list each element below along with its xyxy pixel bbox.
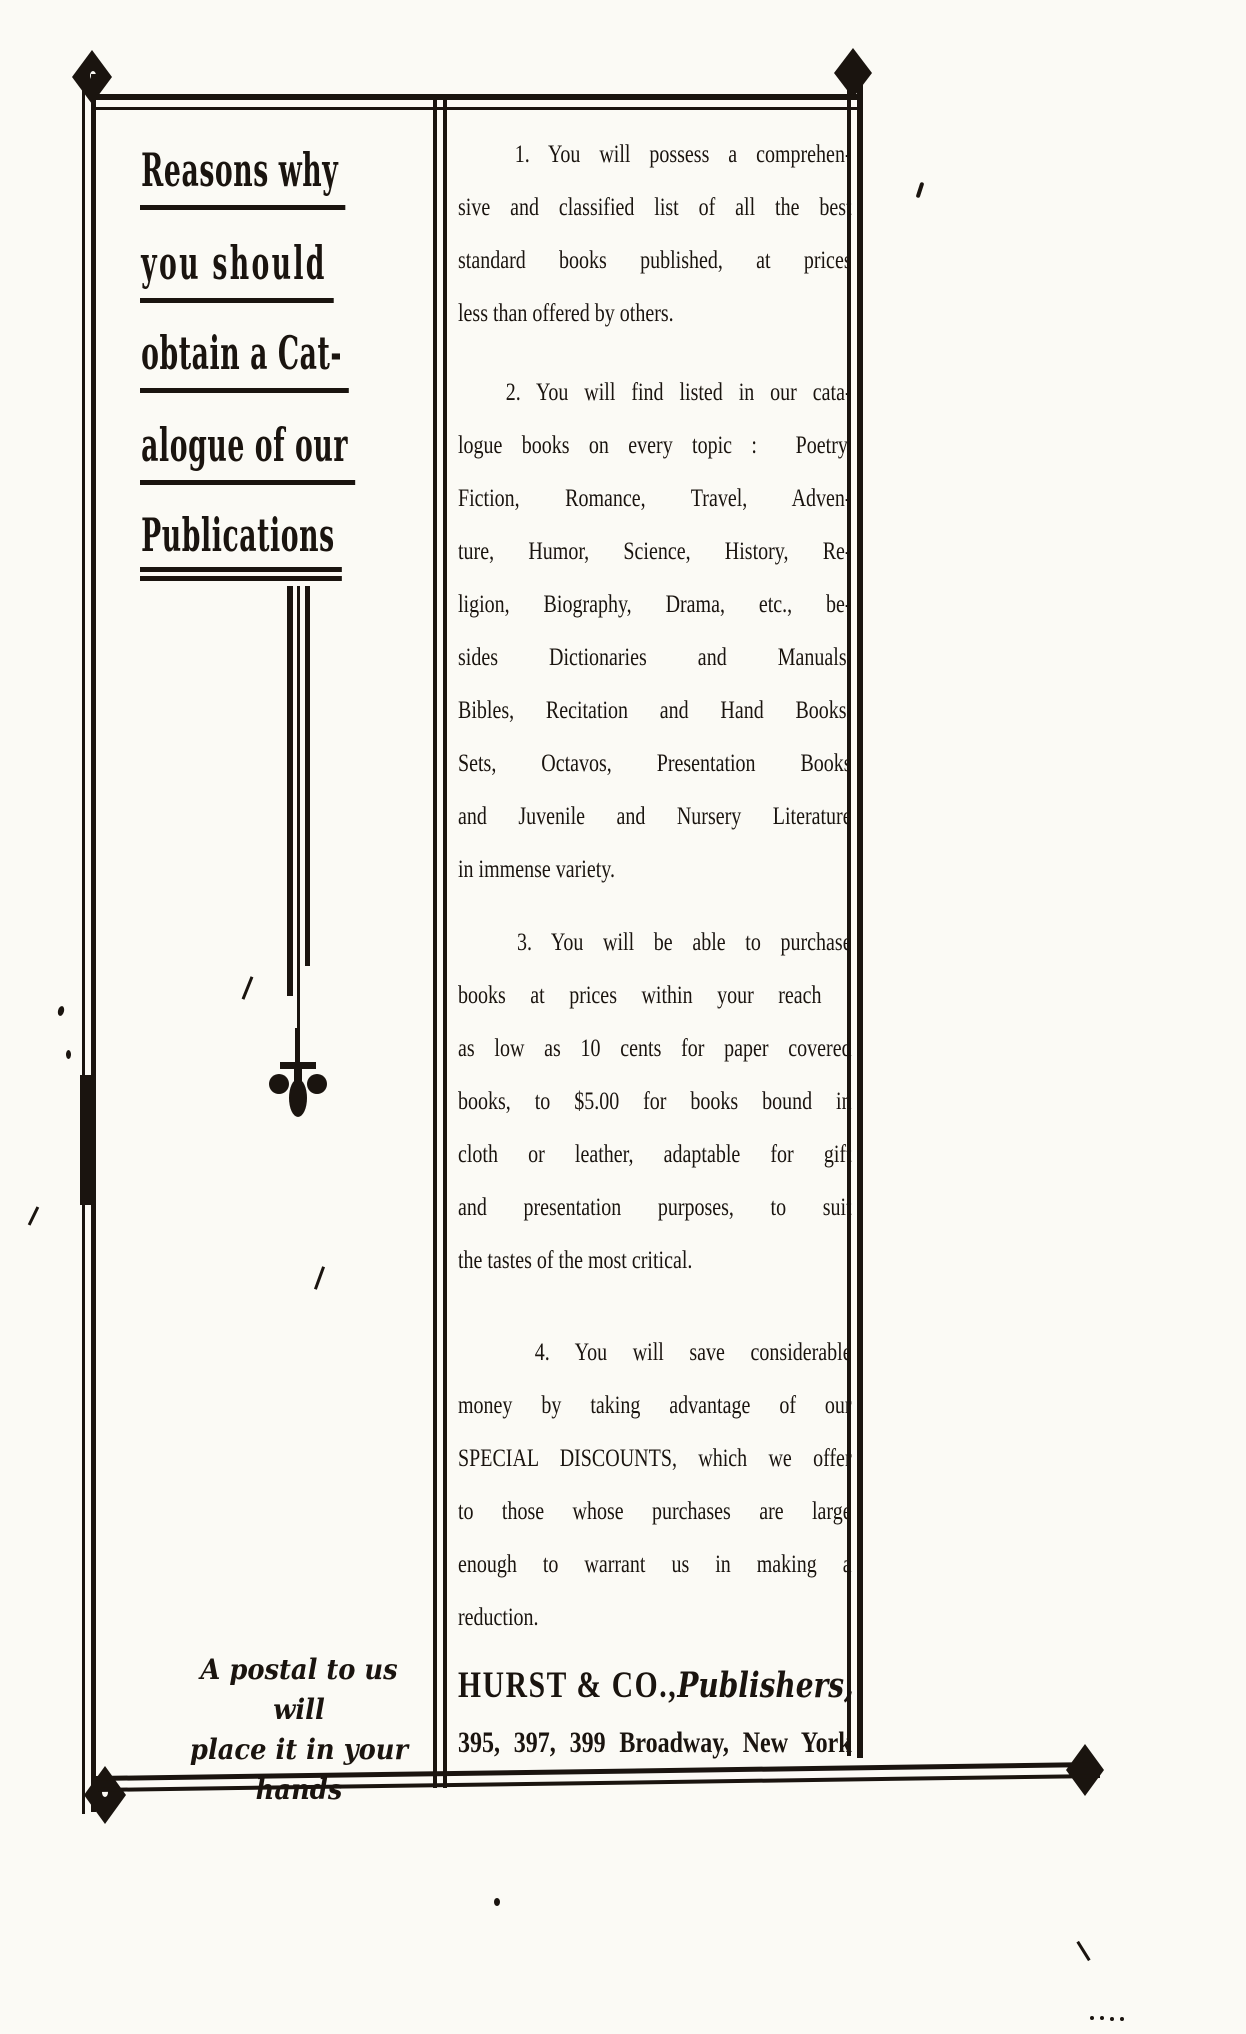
ornament-vertical-rule	[305, 586, 310, 966]
scan-artifact	[1076, 1941, 1090, 1961]
column-divider-rule-left	[433, 96, 437, 1788]
heading-line-5: Publications	[140, 511, 342, 581]
publisher-name: HURST & CO.,	[458, 1665, 678, 1706]
publisher-address: 395, 397, 399 Broadway, New York	[458, 1726, 852, 1759]
border-left-rule-outer	[82, 72, 85, 1814]
heading-line-4: alogue of our	[140, 421, 355, 485]
ornament-vertical-rule	[287, 586, 293, 996]
reason-paragraph-1: 1. You will possess a comprehen- sive and classified list of all the best standard books published, at prices less than offered by others.	[458, 141, 852, 327]
scan-artifact	[916, 182, 925, 198]
scan-artifact	[242, 976, 254, 999]
reason-paragraph-4: 4. You will save considerable money by taking advantage of our SPECIAL DISCOUNTS, which we offer to those whose purchases are large enough to warrant us in making a reduction.	[458, 1339, 852, 1631]
scan-artifact	[494, 1898, 500, 1906]
postal-note: A postal to us will place it in your hands	[189, 1653, 409, 1806]
border-right-rule-outer	[857, 68, 863, 1758]
heading-line-2: you should	[140, 239, 334, 303]
scan-artifact	[66, 1050, 71, 1059]
publisher-role: Publishers,	[677, 1665, 854, 1706]
fleur-de-lis-icon	[268, 1062, 328, 1118]
reason-paragraph-2: 2. You will find listed in our cata- logue books on every topic : Poetry, Fiction, Romance, Travel, Adven- ture, Humor, Science, History, Re- ligion, Biography, Drama, etc., be- sides Dictionaries and Manuals, Bibles, Recitation and Hand Books, Sets, Octavos, Presentation Books and Juvenile and Nursery Literature in immense variety.	[458, 379, 852, 883]
publisher-line	[458, 1658, 852, 1714]
heading-line-1: Reasons why	[140, 146, 345, 210]
right-column	[458, 0, 852, 2034]
scan-artifact	[28, 1206, 39, 1225]
scan-artifact	[314, 1266, 325, 1290]
reason-paragraph-3: 3. You will be able to purchase books at prices within your reach ; as low as 10 cents for paper covered books, to $5.00 for books bound in cloth or leather, adaptable for gift and presentation purposes, to suit the tastes of the most critical.	[458, 929, 852, 1274]
scan-artifact	[80, 1075, 93, 1205]
ornament-vertical-rule	[297, 586, 300, 1034]
border-left-rule-inner	[91, 74, 96, 1812]
column-divider-rule-right	[443, 96, 447, 1788]
heading-line-3: obtain a Cat-	[140, 329, 349, 393]
scan-artifact	[1090, 2016, 1094, 2020]
scan-artifact	[57, 1005, 65, 1016]
